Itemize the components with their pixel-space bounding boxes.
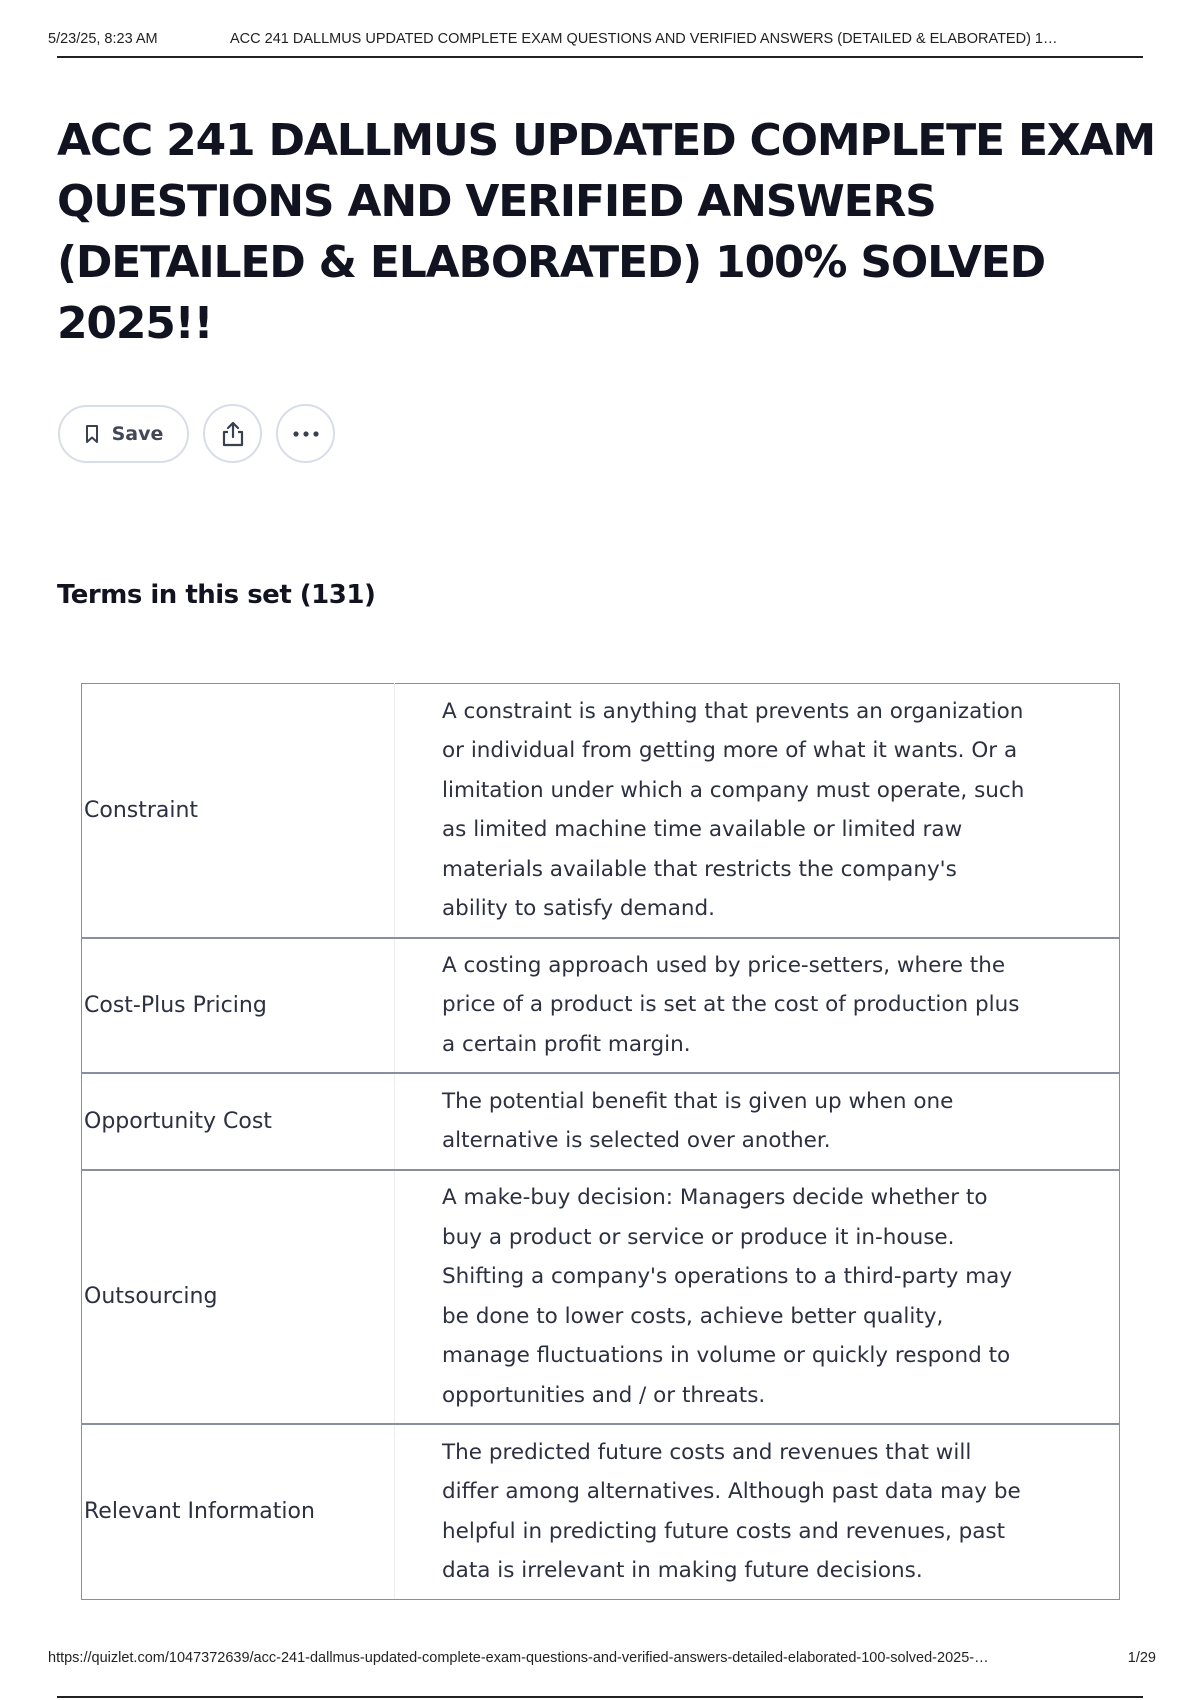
- term-row: [82, 684, 1120, 938]
- footer-divider: [57, 1696, 1143, 1698]
- definition-cell: The predicted future costs and revenues that will differ among alternatives. Although past data may be helpful in predicting future costs and revenues, past data is irrelevant in making future decisions.: [395, 1424, 1120, 1600]
- more-icon: [292, 430, 320, 438]
- page-url: https://quizlet.com/1047372639/acc-241-dallmus-updated-complete-exam-questions-and-verified-answers-detailed-elaborated-100-solved-2025-…: [48, 1650, 989, 1666]
- print-footer: [48, 1650, 1156, 1666]
- save-button-label: Save: [111, 422, 164, 445]
- print-date: 5/23/25, 8:23 AM: [48, 31, 158, 47]
- print-header: [48, 28, 1156, 50]
- term-cell: Constraint: [82, 684, 395, 938]
- terms-heading: Terms in this set (131): [57, 580, 376, 610]
- share-button[interactable]: [203, 404, 262, 463]
- term-cell: Cost-Plus Pricing: [82, 938, 395, 1073]
- terms-table: [81, 683, 1120, 1600]
- print-header-title: ACC 241 DALLMUS UPDATED COMPLETE EXAM QUESTIONS AND VERIFIED ANSWERS (DETAILED & ELABORATED) 1…: [230, 31, 1058, 47]
- definition-cell: The potential benefit that is given up when one alternative is selected over another.: [395, 1073, 1120, 1170]
- share-icon: [220, 420, 246, 448]
- term-row: [82, 1073, 1120, 1170]
- page-number: 1/29: [1127, 1650, 1156, 1666]
- definition-cell: A costing approach used by price-setters, where the price of a product is set at the cost of production plus a certain profit margin.: [395, 938, 1120, 1073]
- term-cell: Outsourcing: [82, 1170, 395, 1424]
- term-row: [82, 938, 1120, 1073]
- definition-cell: A constraint is anything that prevents an organization or individual from getting more of what it wants. Or a limitation under which a company must operate, such as limited machine time available or limited raw materials available that restricts the company's ability to satisfy demand.: [395, 684, 1120, 938]
- more-options-button[interactable]: [276, 404, 335, 463]
- term-row: [82, 1170, 1120, 1424]
- definition-cell: A make-buy decision: Managers decide whether to buy a product or service or produce it in-house. Shifting a company's operations to a third-party may be done to lower costs, achieve better quality, manage fluctuations in volume or quickly respond to opportunities and / or threats.: [395, 1170, 1120, 1424]
- bookmark-icon: [84, 424, 100, 444]
- action-bar: [58, 404, 335, 463]
- term-cell: Opportunity Cost: [82, 1073, 395, 1170]
- header-divider: [57, 56, 1143, 58]
- page-title: ACC 241 DALLMUS UPDATED COMPLETE EXAM QUESTIONS AND VERIFIED ANSWERS (DETAILED & ELABORATED) 100% SOLVED 2025!!: [57, 115, 1155, 349]
- term-cell: Relevant Information: [82, 1424, 395, 1600]
- save-button[interactable]: [58, 405, 189, 463]
- term-row: [82, 1424, 1120, 1600]
